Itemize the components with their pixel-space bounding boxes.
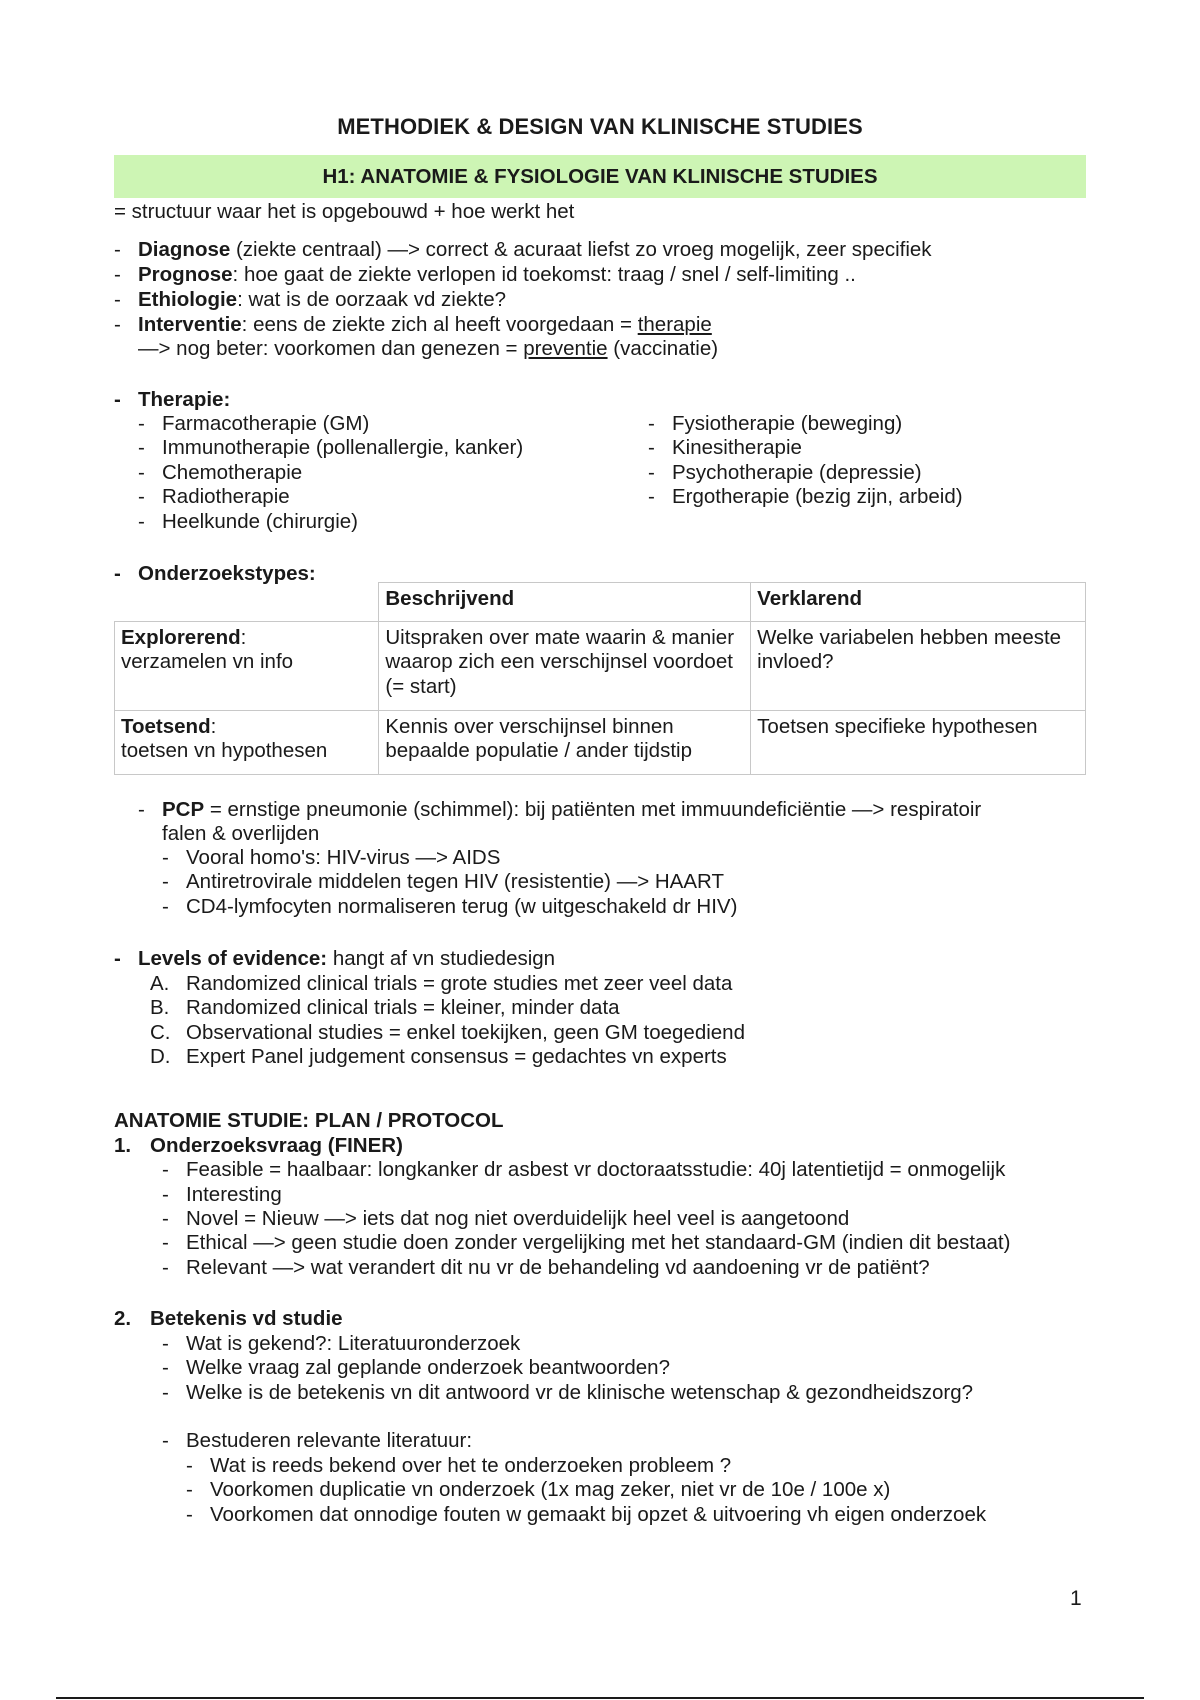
levels-item: B. Randomized clinical trials = kleiner, minder data bbox=[150, 996, 620, 1019]
levels-item: C. Observational studies = enkel toekijken, geen GM toegediend bbox=[150, 1021, 745, 1044]
table-header-row bbox=[115, 583, 1086, 622]
finer-item: - Feasible = haalbaar: longkanker dr asbest vr doctoraatsstudie: 40j latentietijd = onmogelijk bbox=[162, 1158, 1006, 1181]
page-number: 1 bbox=[1070, 1587, 1082, 1610]
literatuur-item: - Voorkomen duplicatie vn onderzoek (1x mag zeker, niet vr de 10e / 100e x) bbox=[186, 1478, 891, 1501]
question-2-heading: 2. Betekenis vd studie bbox=[114, 1307, 343, 1330]
pcp-sub-item: - CD4-lymfocyten normaliseren terug (w uitgeschakeld dr HIV) bbox=[162, 895, 738, 918]
preventie-link: preventie bbox=[523, 337, 608, 360]
table-cell: Uitspraken over mate waarin & manier waarop zich een verschijnsel voordoet (= start) bbox=[379, 621, 751, 710]
betekenis-item: - Welke vraag zal geplande onderzoek beantwoorden? bbox=[162, 1356, 670, 1379]
therapie-left-item: - Immunotherapie (pollenallergie, kanker) bbox=[138, 436, 524, 459]
therapie-right-item: - Kinesitherapie bbox=[648, 436, 802, 459]
table-corner-cell bbox=[115, 583, 379, 622]
table-row bbox=[115, 710, 1086, 774]
levels-item: A. Randomized clinical trials = grote studies met zeer veel data bbox=[150, 972, 733, 995]
therapie-left-item: - Farmacotherapie (GM) bbox=[138, 412, 370, 435]
finer-item: - Ethical —> geen studie doen zonder vergelijking met het standaard-GM (indien dit bestaat) bbox=[162, 1231, 1011, 1254]
onderzoekstypes-heading: - Onderzoekstypes: bbox=[114, 562, 316, 585]
bullet-ethiologie: - Ethiologie: wat is de oorzaak vd ziekte? bbox=[114, 288, 506, 311]
table-row-label: Explorerend: verzamelen vn info bbox=[115, 621, 379, 710]
table-cell: Kennis over verschijnsel binnen bepaalde populatie / ander tijdstip bbox=[379, 710, 751, 774]
question-1-heading: 1. Onderzoeksvraag (FINER) bbox=[114, 1134, 403, 1157]
therapie-right-item: - Ergotherapie (bezig zijn, arbeid) bbox=[648, 485, 963, 508]
bullet-diagnose: - Diagnose (ziekte centraal) —> correct & acuraat liefst zo vroeg mogelijk, zeer specifiek bbox=[114, 238, 932, 261]
levels-heading: - Levels of evidence: hangt af vn studiedesign bbox=[114, 947, 556, 970]
therapie-left-item: - Radiotherapie bbox=[138, 485, 290, 508]
finer-item: - Interesting bbox=[162, 1183, 282, 1206]
document-title: METHODIEK & DESIGN VAN KLINISCHE STUDIES bbox=[337, 114, 863, 139]
chapter-heading: H1: ANATOMIE & FYSIOLOGIE VAN KLINISCHE STUDIES bbox=[114, 155, 1086, 198]
onderzoekstypes-table bbox=[114, 582, 1086, 775]
prevention-line: —> nog beter: voorkomen dan genezen = preventie (vaccinatie) bbox=[138, 337, 719, 360]
betekenis-item: - Welke is de betekenis vn dit antwoord vr de klinische wetenschap & gezondheidszorg? bbox=[162, 1381, 974, 1404]
pcp-sub-item: - Antiretrovirale middelen tegen HIV (resistentie) —> HAART bbox=[162, 870, 724, 893]
therapie-heading: - Therapie: bbox=[114, 388, 231, 411]
literatuur-item: - Voorkomen dat onnodige fouten w gemaakt bij opzet & uitvoering vh eigen onderzoek bbox=[186, 1503, 987, 1526]
therapie-link: therapie bbox=[637, 313, 712, 336]
pcp-line-cont: falen & overlijden bbox=[162, 822, 320, 845]
pcp-sub-item: - Vooral homo's: HIV-virus —> AIDS bbox=[162, 846, 501, 869]
betekenis-item: - Wat is gekend?: Literatuuronderzoek bbox=[162, 1332, 521, 1355]
literatuur-heading: - Bestuderen relevante literatuur: bbox=[162, 1429, 473, 1452]
therapie-right-item: - Psychotherapie (depressie) bbox=[648, 461, 922, 484]
pcp-line: - PCP = ernstige pneumonie (schimmel): bij patiënten met immuundeficiëntie —> respiratoir bbox=[138, 798, 982, 821]
table-col-header: Beschrijvend bbox=[379, 583, 751, 622]
table-row-label: Toetsend: toetsen vn hypothesen bbox=[115, 710, 379, 774]
table-cell: Toetsen specifieke hypothesen bbox=[751, 710, 1086, 774]
table-cell: Welke variabelen hebben meeste invloed? bbox=[751, 621, 1086, 710]
bullet-prognose: - Prognose: hoe gaat de ziekte verlopen id toekomst: traag / snel / self-limiting .. bbox=[114, 263, 856, 286]
bullet-interventie: - Interventie: eens de ziekte zich al heeft voorgedaan = therapie bbox=[114, 313, 712, 336]
therapie-left-item: - Heelkunde (chirurgie) bbox=[138, 510, 358, 533]
therapie-left-item: - Chemotherapie bbox=[138, 461, 303, 484]
section-heading: ANATOMIE STUDIE: PLAN / PROTOCOL bbox=[114, 1109, 504, 1132]
table-col-header: Verklarend bbox=[751, 583, 1086, 622]
literatuur-item: - Wat is reeds bekend over het te onderzoeken probleem ? bbox=[186, 1454, 732, 1477]
intro-text: = structuur waar het is opgebouwd + hoe werkt het bbox=[114, 200, 575, 223]
finer-item: - Novel = Nieuw —> iets dat nog niet overduidelijk heel veel is aangetoond bbox=[162, 1207, 850, 1230]
therapie-right-item: - Fysiotherapie (beweging) bbox=[648, 412, 903, 435]
footer-rule bbox=[56, 1697, 1144, 1699]
levels-item: D. Expert Panel judgement consensus = gedachtes vn experts bbox=[150, 1045, 727, 1068]
finer-item: - Relevant —> wat verandert dit nu vr de behandeling vd aandoening vr de patiënt? bbox=[162, 1256, 930, 1279]
table-row bbox=[115, 621, 1086, 710]
